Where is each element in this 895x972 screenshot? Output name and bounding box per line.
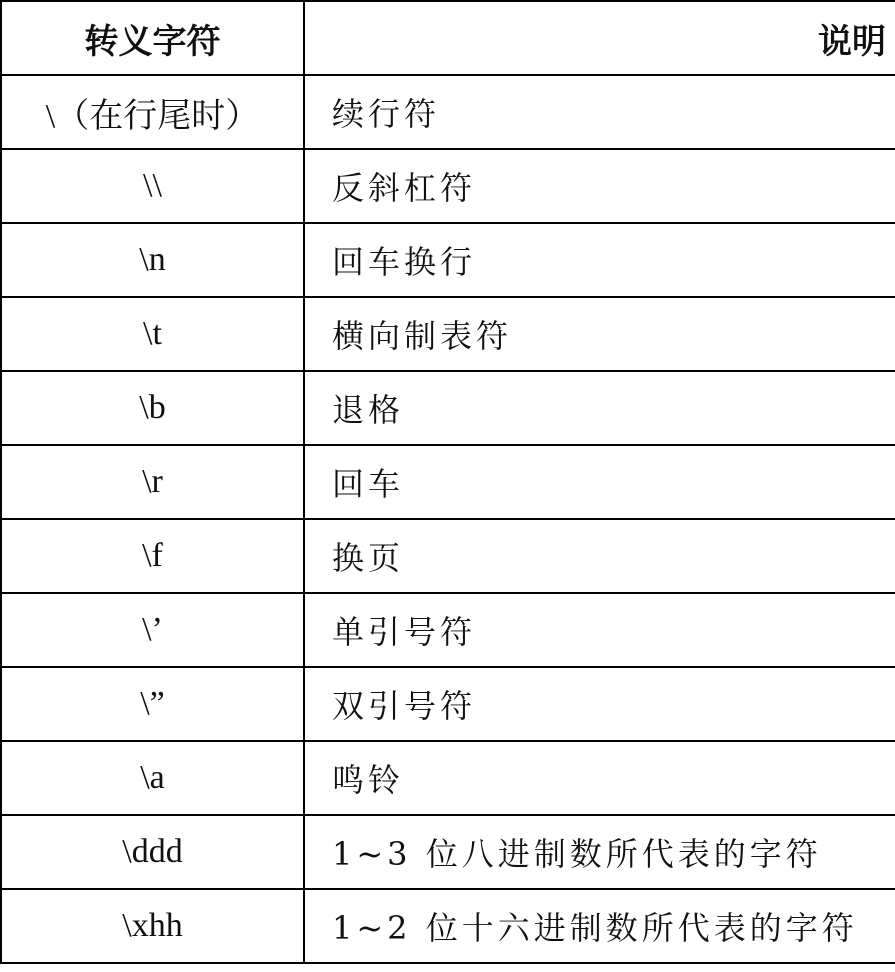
header-escape-character: 转义字符 bbox=[1, 1, 304, 75]
table-row bbox=[1, 297, 895, 371]
description-cell: 退格 bbox=[304, 371, 895, 445]
escape-cell: \ddd bbox=[1, 815, 304, 889]
description-cell: 1~3 位八进制数所代表的字符 bbox=[304, 815, 895, 889]
table-row bbox=[1, 593, 895, 667]
description-cell: 鸣铃 bbox=[304, 741, 895, 815]
escape-cell: \t bbox=[1, 297, 304, 371]
table-row bbox=[1, 667, 895, 741]
escape-cell: \f bbox=[1, 519, 304, 593]
header-description: 说明 bbox=[304, 1, 895, 75]
description-cell: 1~2 位十六进制数所代表的字符 bbox=[304, 889, 895, 963]
description-cell: 换页 bbox=[304, 519, 895, 593]
escape-cell: \b bbox=[1, 371, 304, 445]
escape-cell: \” bbox=[1, 667, 304, 741]
table-row bbox=[1, 371, 895, 445]
table-row bbox=[1, 519, 895, 593]
table-row bbox=[1, 889, 895, 963]
table-row bbox=[1, 815, 895, 889]
description-cell: 续行符 bbox=[304, 75, 895, 149]
table-row bbox=[1, 75, 895, 149]
escape-cell: \（在行尾时） bbox=[1, 75, 304, 149]
description-cell: 横向制表符 bbox=[304, 297, 895, 371]
table-row bbox=[1, 223, 895, 297]
description-cell: 双引号符 bbox=[304, 667, 895, 741]
table-row bbox=[1, 741, 895, 815]
escape-cell: \\ bbox=[1, 149, 304, 223]
description-cell: 回车换行 bbox=[304, 223, 895, 297]
table-header-row bbox=[1, 1, 895, 75]
description-cell: 反斜杠符 bbox=[304, 149, 895, 223]
table-row bbox=[1, 149, 895, 223]
escape-cell: \a bbox=[1, 741, 304, 815]
description-cell: 回车 bbox=[304, 445, 895, 519]
description-cell: 单引号符 bbox=[304, 593, 895, 667]
escape-cell: \n bbox=[1, 223, 304, 297]
escape-cell: \’ bbox=[1, 593, 304, 667]
escape-cell: \xhh bbox=[1, 889, 304, 963]
table-row bbox=[1, 445, 895, 519]
escape-cell: \r bbox=[1, 445, 304, 519]
